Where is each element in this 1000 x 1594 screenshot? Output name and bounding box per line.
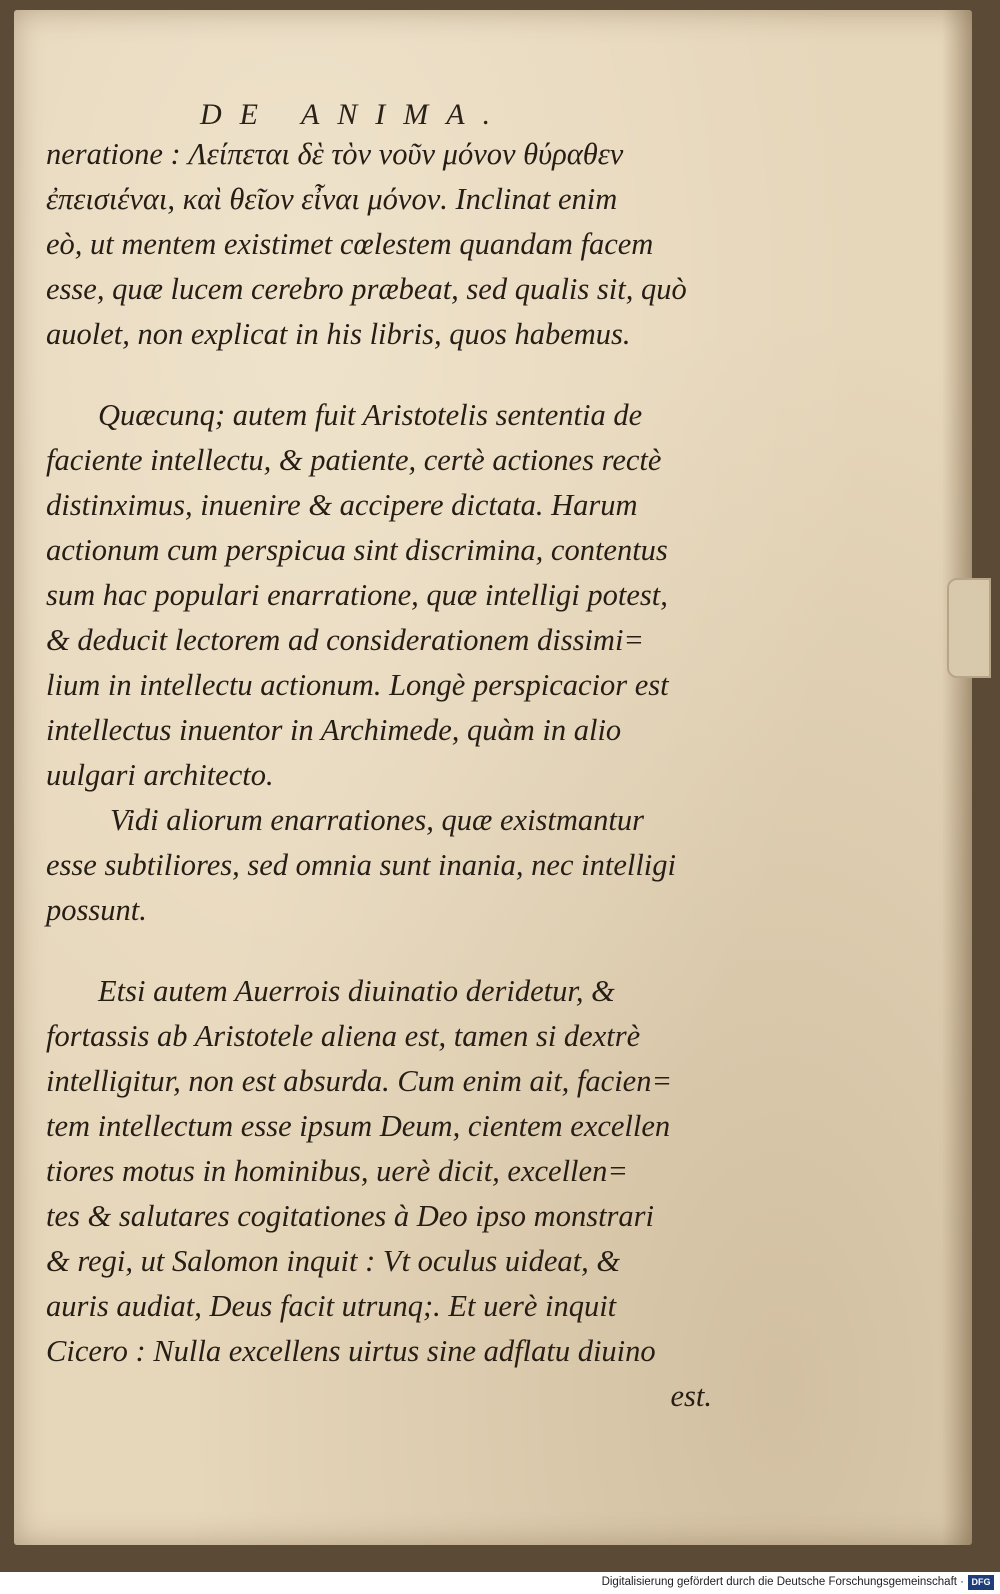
text-line: distinximus, inuenire & accipere dictata. Harum [46,488,638,522]
text-line: Quæcunq; autem fuit Aristotelis sententia de [98,398,643,432]
page-body-text [46,132,736,1419]
text-line: Etsi autem Auerrois diuinatio deridetur, & [98,974,615,1008]
text-line: lium in intellectu actionum. Longè perspicacior est [46,668,669,702]
text-line: tem intellectum esse ipsum Deum, cientem excellen [46,1109,671,1143]
digitization-footer [0,1572,1000,1594]
text-line: & regi, ut Salomon inquit : Vt oculus uideat, & [46,1244,621,1278]
text-line: intellectus inuentor in Archimede, quàm in alio [46,713,622,747]
text-line: Cicero : Nulla excellens uirtus sine adflatu diuino [46,1334,656,1368]
text-line: esse, quæ lucem cerebro præbeat, sed qualis sit, quò [46,272,687,306]
text-line: possunt. [46,893,147,927]
text-line: actionum cum perspicua sint discrimina, contentus [46,533,668,567]
text-line: tes & salutares cogitationes à Deo ipso monstrari [46,1199,655,1233]
text-line: neratione : Λείπεται δὲ τὸν νοῦν μόνον θύραθεν [46,137,624,171]
funding-credit: Digitalisierung gefördert durch die Deutsche Forschungsgemeinschaft · [601,1576,964,1588]
text-line: auris audiat, Deus facit utrunq;. Et uerè inquit [46,1289,617,1323]
text-line: esse subtiliores, sed omnia sunt inania, nec intelligi [46,848,677,882]
text-line: auolet, non explicat in his libris, quos habemus. [46,317,631,351]
text-line: uulgari architecto. [46,758,274,792]
text-line: faciente intellectu, & patiente, certè actiones rectè [46,443,662,477]
paragraph-gap [46,357,736,393]
dfg-logo: DFG [968,1575,994,1590]
page-edge-shadow [942,10,972,1545]
text-line: sum hac populari enarratione, quæ intelligi potest, [46,578,668,612]
page-clip-tab [947,578,991,678]
paragraph-gap [46,933,736,969]
text-line: est. [670,1379,712,1413]
text-line: intelligitur, non est absurda. Cum enim ait, facien= [46,1064,673,1098]
text-line: & deducit lectorem ad considerationem dissimi= [46,623,645,657]
text-line: eò, ut mentem existimet cœlestem quandam facem [46,227,654,261]
text-line: ἐπεισιέναι, καὶ θεῖον εἶναι μόνον. Inclinat enim [46,182,618,216]
text-line: tiores motus in hominibus, uerè dicit, excellen= [46,1154,628,1188]
text-line: fortassis ab Aristotele aliena est, tamen si dextrè [46,1019,641,1053]
running-title: DE ANIMA. [200,98,509,131]
text-line: Vidi aliorum enarrationes, quæ existmantur [110,803,645,837]
